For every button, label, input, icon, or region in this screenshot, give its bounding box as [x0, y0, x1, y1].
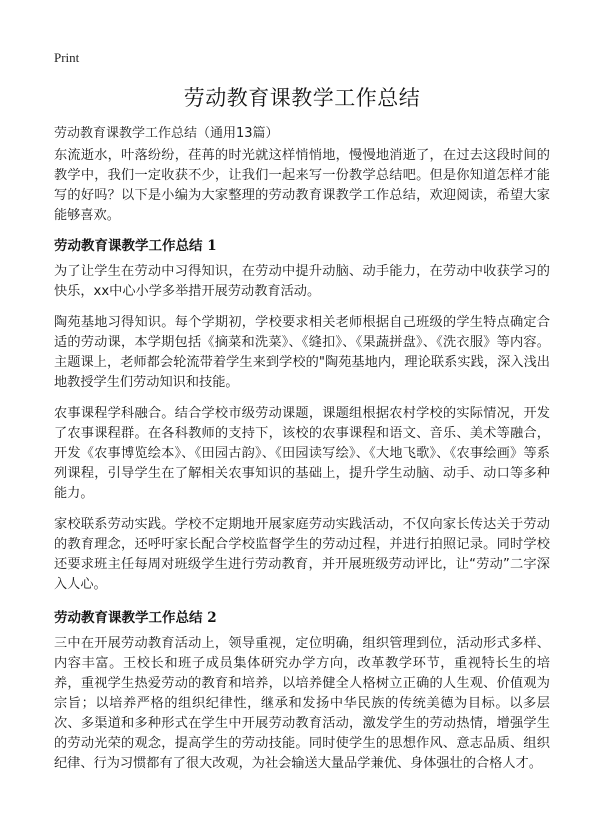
section-heading-1: 劳动教育课教学工作总结 1	[54, 238, 217, 254]
section-1-paragraph-4: 家校联系劳动实践。学校不定期地开展家庭劳动实践活动，不仅向家长传达关于劳动的教育理念，还呼吁家长配合学校监督学生的劳动过程，并进行拍照记录。同时学校还要求班主任每周对班级学生进行劳动教育，并开展班级劳动评比，让“劳动”二字深入人心。	[54, 517, 550, 592]
section-2-paragraph-1: 三中在开展劳动教育活动上，领导重视，定位明确，组织管理到位，活动形式多样、内容丰富。王校长和班子成员集体研究办学方向，改革教学环节，重视特长生的培养，重视学生热爱劳动的教育和培养，以培养健全人格树立正确的人生观、价值观为宗旨；以培养严格的组织纪律性，继承和发扬中华民族的传统美德为目标。以多层次、多渠道和多种形式在学生中开展劳动教育活动，激发学生的劳动热情，增强学生的劳动光荣的观念，提高学生的劳动技能。同时使学生的思想作风、意志品质、组织纪律、行为习惯都有了很大改观，为社会输送大量品学兼优、身体强壮的合格人才。	[54, 636, 550, 771]
page-title: 劳动教育课教学工作总结	[183, 86, 421, 110]
section-1-paragraph-1: 为了让学生在劳动中习得知识，在劳动中提升动脑、动手能力，在劳动中收获学习的快乐，xx中心小学多举措开展劳动教育活动。	[54, 264, 550, 299]
section-heading-2: 劳动教育课教学工作总结 2	[54, 610, 217, 626]
intro-paragraph: 东流逝水，叶落纷纷，荏苒的时光就这样悄悄地，慢慢地消逝了，在过去这段时间的教学中，我们一定收获不少，让我们一起来写一份教学总结吧。但是你知道怎样才能写的好吗？以下是小编为大家整理的劳动教育课教学工作总结，欢迎阅读，希望大家能够喜欢。	[54, 148, 550, 223]
print-link[interactable]: Print	[54, 50, 80, 65]
section-1-paragraph-3: 农事课程学科融合。结合学校市级劳动课题，课题组根据农村学校的实际情况，开发了农事课程群。在各科教师的支持下，该校的农事课程和语文、音乐、美术等融合，开发《农事博览绘本》、《田园古韵》、《田园读写绘》、《大地飞歌》、《农事绘画》等系列课程，引导学生在了解相关农事知识的基础上，提升学生动脑、动手、动口等多种能力。	[54, 406, 550, 501]
section-1-paragraph-2: 陶苑基地习得知识。每个学期初，学校要求相关老师根据自己班级的学生特点确定合适的劳动课，本学期包括《摘菜和洗菜》、《缝扣》、《果蔬拼盘》、《洗衣服》等内容。主题课上，老师都会轮流带着学生来到学校的"陶苑基地内，理论联系实践，深入浅出地教授学生们劳动知识和技能。	[54, 315, 550, 390]
document-subtitle: 劳动教育课教学工作总结（通用13篇）	[54, 126, 279, 141]
